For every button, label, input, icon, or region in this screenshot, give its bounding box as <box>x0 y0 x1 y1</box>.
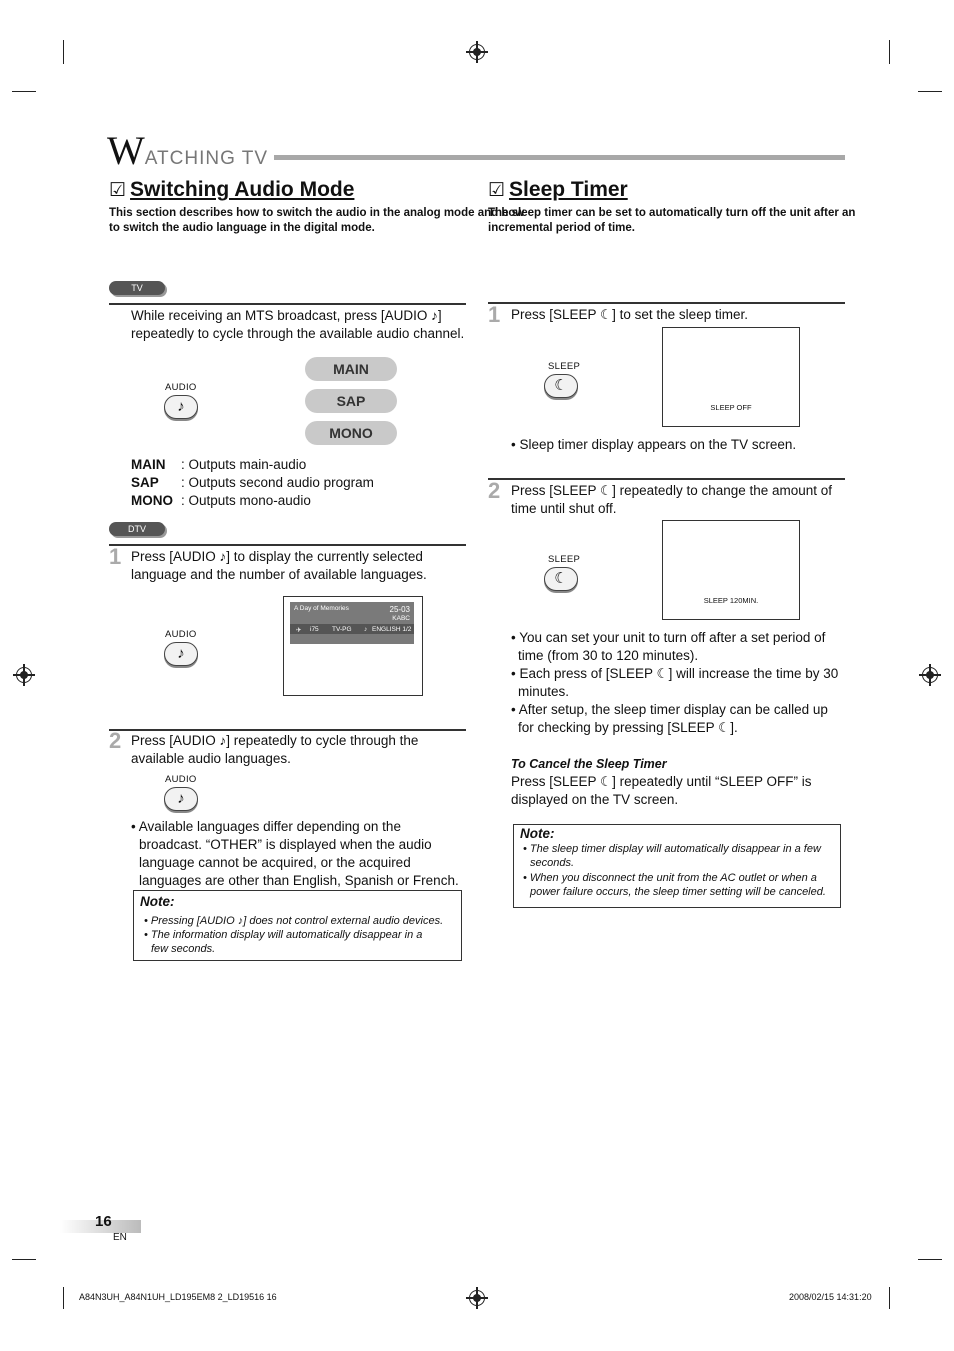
checkbox-icon: ☑ <box>488 180 506 201</box>
crop-mark <box>63 1287 64 1309</box>
audio-note: Note: • Pressing [AUDIO ♪] does not control external audio devices. • The information display will automatically disappear in a few seconds. <box>133 890 462 961</box>
footer-filename: A84N3UH_A84N1UH_LD195EM8 2_LD19516 16 <box>79 1292 277 1302</box>
sleep-step1-text: Press [SLEEP ☾] to set the sleep timer. <box>511 307 748 322</box>
dtv-badge: DTV <box>109 522 165 536</box>
crop-mark <box>889 40 890 64</box>
audio-button[interactable] <box>164 787 198 811</box>
audio-button-label: AUDIO <box>165 774 197 785</box>
language-bullets: • Available languages differ depending on the broadcast. “OTHER” is displayed when the audio language cannot be acquired, or the acquired languages are other than English, Spanish or French. <box>131 819 459 888</box>
sleep-button-label: SLEEP <box>548 361 581 372</box>
sleep-bullets: • You can set your unit to turn off after a set period of time (from 30 to 120 minutes). • Each press of [SLEEP ☾] will increase the time by 30 minutes. • After setup, the sleep timer display can be called up for checking by pressing [SLEEP ☾]. <box>511 630 839 735</box>
page-header <box>107 127 268 174</box>
section-rule <box>488 478 845 480</box>
sleep-step2-text: Press [SLEEP ☾] repeatedly to change the amount of time until shut off. <box>511 483 833 516</box>
crop-mark <box>12 91 36 92</box>
page-number: 16 <box>95 1213 112 1230</box>
registration-mark-icon <box>922 667 938 683</box>
section-rule <box>109 303 466 305</box>
registration-mark-icon <box>469 1290 485 1306</box>
footer-timestamp: 2008/02/15 14:31:20 <box>789 1292 872 1302</box>
step-number: 2 <box>109 728 122 753</box>
moon-icon: ☾ <box>554 377 568 394</box>
crop-mark <box>12 1259 36 1260</box>
sleep-section-title: ☑ Sleep Timer <box>488 178 628 201</box>
step-number: 1 <box>109 544 122 569</box>
header-title: ATCHING TV <box>144 148 269 169</box>
sleep-button[interactable] <box>544 374 578 398</box>
header-initial: W <box>107 128 145 173</box>
cancel-title: To Cancel the Sleep Timer <box>511 757 667 771</box>
dtv-step2-text: Press [AUDIO ♪] repeatedly to cycle through the available audio languages. <box>131 733 419 766</box>
sleep-intro: The sleep timer can be set to automatically turn off the unit after an incremental period of time. <box>488 207 856 234</box>
mode-definitions: MAIN : Outputs main-audio SAP : Outputs second audio program MONO : Outputs mono-audio <box>131 457 374 508</box>
mode-sap: SAP <box>305 389 397 413</box>
info-banner: A Day of Memories 25-03 KABC ✈ i75 TV-PG ♪ ENGLISH 1/2 <box>290 602 414 644</box>
tv-badge: TV <box>109 281 165 295</box>
audio-button-label: AUDIO <box>165 382 197 393</box>
header-bar <box>274 155 845 160</box>
sleep-button-label: SLEEP <box>548 554 581 565</box>
cancel-text: Press [SLEEP ☾] repeatedly until “SLEEP OFF” is displayed on the TV screen. <box>511 774 812 807</box>
audio-button[interactable] <box>164 642 198 666</box>
section-rule <box>109 729 466 731</box>
tv-screen-sleep-off: SLEEP OFF <box>662 327 800 427</box>
mode-main: MAIN <box>305 357 397 381</box>
signal-icon: ✈ <box>296 627 302 634</box>
analog-instructions: While receiving an MTS broadcast, press [AUDIO ♪] repeatedly to cycle through the available audio channel. <box>131 308 465 341</box>
moon-icon: ☾ <box>554 570 568 587</box>
crop-mark <box>918 91 942 92</box>
audio-intro: This section describes how to switch the audio in the analog mode and how to switch the audio language in the digital mode. <box>109 207 525 234</box>
music-note-icon: ♪ <box>177 645 185 662</box>
sleep-bullet-a: • Sleep timer display appears on the TV screen. <box>511 437 797 452</box>
music-note-icon: ♪ <box>177 398 185 415</box>
audio-button-label: AUDIO <box>165 629 197 640</box>
music-note-icon: ♪ <box>364 626 368 633</box>
registration-mark-icon <box>16 667 32 683</box>
crop-mark <box>889 1287 890 1309</box>
section-rule <box>109 544 466 546</box>
audio-button[interactable] <box>164 395 198 419</box>
tv-screen-sleep-120: SLEEP 120MIN. <box>662 520 800 620</box>
registration-mark-icon <box>469 44 485 60</box>
tv-screen-info <box>283 596 423 696</box>
mode-mono: MONO <box>305 421 397 445</box>
checkbox-icon: ☑ <box>109 180 127 201</box>
crop-mark <box>63 40 64 64</box>
step-number: 1 <box>488 302 501 327</box>
music-note-icon: ♪ <box>177 790 185 807</box>
section-rule <box>488 302 845 304</box>
crop-mark <box>918 1259 942 1260</box>
step-number: 2 <box>488 478 501 503</box>
dtv-step1-text: Press [AUDIO ♪] to display the currently selected language and the number of available languages. <box>131 549 427 582</box>
sleep-note: Note: • The sleep timer display will automatically disappear in a few seconds. • When you disconnect the unit from the AC outlet or when a power failure occurs, the sleep timer setting will be canceled. <box>513 824 841 908</box>
sleep-button[interactable] <box>544 567 578 591</box>
page-language: EN <box>113 1232 127 1243</box>
audio-section-title: ☑ Switching Audio Mode <box>109 178 355 201</box>
